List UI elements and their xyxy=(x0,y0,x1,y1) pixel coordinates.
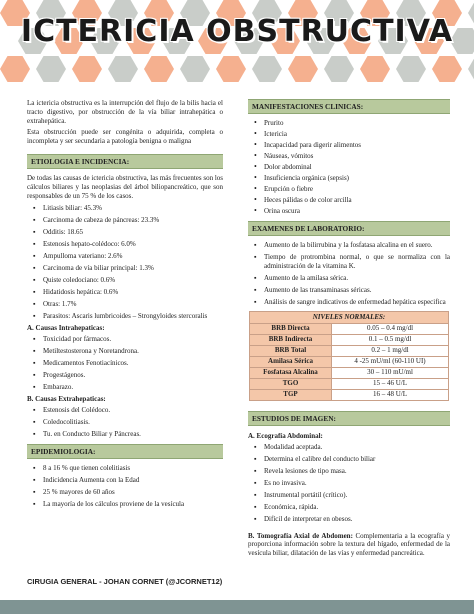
table-row xyxy=(250,378,449,389)
hexagon-tile xyxy=(288,56,318,82)
list-item: • Erupción o fiebre xyxy=(264,185,450,194)
list-item: ▪ Instrumental portátil (crítico). xyxy=(264,491,450,500)
intra-heading: A. Causas Intrahepaticas: xyxy=(27,324,105,333)
intra-list xyxy=(27,335,223,392)
table-heading: NIVELES NORMALES: xyxy=(250,311,449,323)
table-cell-value: 0.1 – 0.5 mg/dl xyxy=(332,334,449,345)
list-item: ▪ Tiempo de protrombina normal, o que se normaliza con la administración de la vitamina K. xyxy=(264,253,450,271)
table-cell-value: 30 – 110 mU/ml xyxy=(332,367,449,378)
list-item: ▪ Otras: 1.7% xyxy=(43,300,223,309)
list-item: ▪ Revela lesiones de tipo masa. xyxy=(264,467,450,476)
table-cell-value: 0.05 – 0.4 mg/dl xyxy=(332,323,449,334)
title-banner xyxy=(0,0,474,86)
list-item: ▪ Ampulloma vateriano: 2.6% xyxy=(43,252,223,261)
list-item: ▪ Carcinoma de cabeza de páncreas: 23.3% xyxy=(43,216,223,225)
section-heading-imagen: ESTUDIOS DE IMAGEN: xyxy=(248,411,450,426)
left-column xyxy=(27,99,223,512)
hexagon-tile xyxy=(72,56,102,82)
list-item: ▪ Determina el calibre del conducto biliar xyxy=(264,455,450,464)
list-item: ▪ Estenosis del Colédoco. xyxy=(43,406,223,415)
list-item: ▪ Aumento de la amilasa sérica. xyxy=(264,274,450,283)
hexagon-tile xyxy=(324,56,354,82)
list-item: ▪ Odditis: 18.65 xyxy=(43,228,223,237)
tac-heading: B. Tomografía Axial de Abdomen: xyxy=(248,531,353,540)
list-item: ▪ Estenosis hepato-colédoco: 6.0% xyxy=(43,240,223,249)
bottom-bar xyxy=(0,600,474,614)
hexagon-tile xyxy=(36,56,66,82)
table-cell-key: TGO xyxy=(250,378,332,389)
list-item: ▪ Aumento de las transaminasas séricas. xyxy=(264,286,450,295)
list-item: ▪ Indicidencia Aumenta con la Edad xyxy=(43,476,223,485)
table-row xyxy=(250,334,449,345)
list-item: ▪ Litiasis biliar: 45.3% xyxy=(43,204,223,213)
examenes-list xyxy=(248,241,450,307)
list-item: • Náuseas, vómitos xyxy=(264,152,450,161)
list-item: • Insuficiencia orgánica (sepsis) xyxy=(264,174,450,183)
etiologia-text: De todas las causas de ictericia obstructiva, las más frecuentes son los cálculos biliares y las neoplasias del árbol biliopancreático, que son responsables de un 75 % de los casos. xyxy=(27,174,223,200)
hexagon-tile xyxy=(468,56,474,82)
list-item: ▪ Aumento de la bilirrubina y la fosfatasa alcalina en el suero. xyxy=(264,241,450,250)
list-item: • Heces pálidas o de color arcilla xyxy=(264,196,450,205)
table-row xyxy=(250,367,449,378)
table-cell-key: BRB Indirecta xyxy=(250,334,332,345)
section-heading-etiologia: ETIOLOGIA E INCIDENCIA: xyxy=(27,154,223,169)
table-row xyxy=(250,389,449,400)
intro-paragraph: La ictericia obstructiva es la interrupción del flujo de la bilis hacia el tracto digestivo, por obstrucción de la vía biliar intrahepática o extrahepática. xyxy=(27,99,223,125)
list-item: ▪ La mayoría de los cálculos proviene de la vesícula xyxy=(43,500,223,509)
table-cell-value: 4 -25 mU/ml (60-110 UI) xyxy=(332,356,449,367)
hexagon-tile xyxy=(144,56,174,82)
eco-heading xyxy=(248,432,450,441)
hexagon-row xyxy=(0,56,474,82)
hexagon-tile xyxy=(180,56,210,82)
list-item: ▪ Económica, rápida. xyxy=(264,503,450,512)
manifestaciones-list xyxy=(248,119,450,216)
list-item: ▪ 8 a 16 % que tienen colelitiasis xyxy=(43,464,223,473)
table-cell-value: 16 – 48 U/L xyxy=(332,389,449,400)
list-item: ▪ Toxicidad por fármacos. xyxy=(43,335,223,344)
list-item: • Ictericia xyxy=(264,130,450,139)
table-cell-key: Fosfatasa Alcalina xyxy=(250,367,332,378)
list-item: ▪ Modalidad aceptada. xyxy=(264,443,450,452)
niveles-normales-table xyxy=(249,311,449,401)
extra-list xyxy=(27,406,223,439)
table-row xyxy=(250,323,449,334)
list-item: ▪ Análisis de sangre indicativos de enfermedad hepática especifica xyxy=(264,298,450,307)
eco-list xyxy=(248,443,450,524)
hexagon-tile xyxy=(0,56,30,82)
list-item: ▪ 25 % mayores de 60 años xyxy=(43,488,223,497)
table-row xyxy=(250,345,449,356)
page-title: ICTERICIA OBSTRUCTIVA xyxy=(20,14,454,49)
section-heading-manifestaciones: MANIFESTACIONES CLINICAS: xyxy=(248,99,450,114)
table-cell-key: Amilasa Sérica xyxy=(250,356,332,367)
list-item: ▪ Coledocolitiasis. xyxy=(43,418,223,427)
table-row xyxy=(250,356,449,367)
list-item: • Prurito xyxy=(264,119,450,128)
hexagon-tile xyxy=(252,56,282,82)
hexagon-tile xyxy=(396,56,426,82)
epidemiologia-list xyxy=(27,464,223,509)
tac-text: Complementaria a la ecografía y proporciona información sobre la textura del hígado, enfermedad de la vesícula biliar, dilatación de las vías y enfermedad pancreática. xyxy=(248,531,450,558)
table-cell-key: BRB Directa xyxy=(250,323,332,334)
tac-paragraph xyxy=(248,532,450,559)
footer-credit: CIRUGIA GENERAL - JOHAN CORNET (@JCORNET12) xyxy=(27,577,223,586)
list-item: ▪ Carcinoma de vía biliar principal: 1.3% xyxy=(43,264,223,273)
eco-heading-text: A. Ecografía Abdominal: xyxy=(248,431,323,440)
extra-heading: B. Causas Extrahepaticas: xyxy=(27,395,106,404)
list-item: ▪ Hidatidosis hepática: 0.6% xyxy=(43,288,223,297)
table-cell-value: 0.2 – 1 mg/dl xyxy=(332,345,449,356)
hexagon-tile xyxy=(432,56,462,82)
list-item: ▪ Medicamentos Fenotiacínicos. xyxy=(43,359,223,368)
section-heading-epidemiologia: EPIDEMIOLOGIA: xyxy=(27,444,223,459)
list-item: ▪ Tu. en Conducto Biliar y Páncreas. xyxy=(43,430,223,439)
list-item: ▪ Difícil de interpretar en obesos. xyxy=(264,515,450,524)
list-item: • Dolor abdominal xyxy=(264,163,450,172)
etiologia-list xyxy=(27,204,223,321)
list-item: • Incapacidad para digerir alimentos xyxy=(264,141,450,150)
hexagon-tile xyxy=(360,56,390,82)
section-heading-examenes: EXAMENES DE LABORATORIO: xyxy=(248,221,450,236)
table-cell-key: BRB Total xyxy=(250,345,332,356)
hexagon-tile xyxy=(216,56,246,82)
list-item: ▪ Parasitos: Ascaris lumbricoides – Strongyloides stercoralis xyxy=(43,312,223,321)
table-cell-key: TGP xyxy=(250,389,332,400)
list-item: ▪ Quiste coledociano: 0.6% xyxy=(43,276,223,285)
list-item: ▪ Progestágenos. xyxy=(43,371,223,380)
right-column xyxy=(248,99,450,560)
list-item: ▪ Metiltestosterona y Noretandrona. xyxy=(43,347,223,356)
table-cell-value: 15 – 46 U/L xyxy=(332,378,449,389)
intro-paragraph: Esta obstrucción puede ser congénita o adquirida, completa o incompleta y ser secundaria a patología benigna o maligna xyxy=(27,127,223,145)
list-item: • Orina oscura xyxy=(264,207,450,216)
list-item: ▪ Es no invasiva. xyxy=(264,479,450,488)
hexagon-tile xyxy=(108,56,138,82)
list-item: ▪ Embarazo. xyxy=(43,383,223,392)
